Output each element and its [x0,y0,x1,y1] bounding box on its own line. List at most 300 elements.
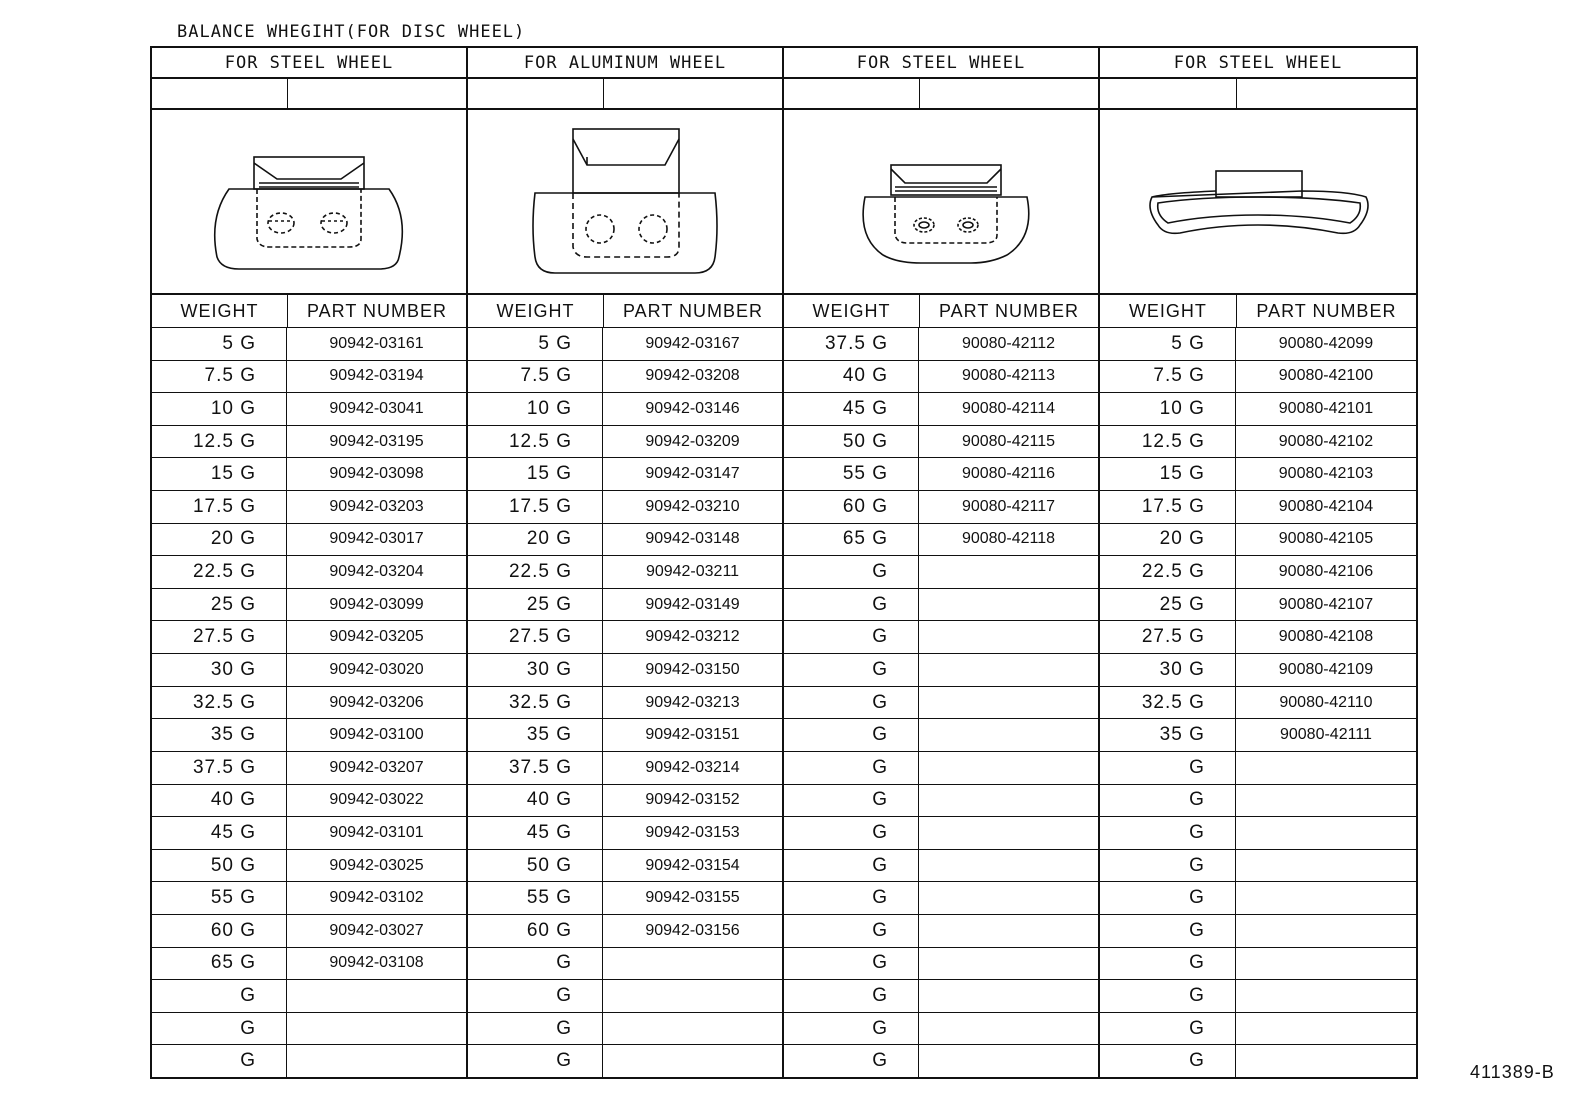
weight-cell: 17.5 G [1100,491,1236,523]
table-row [784,719,1098,752]
part-number-cell [919,915,1098,947]
weight-cell: 65 G [152,948,287,980]
part-number-cell [919,556,1098,588]
part-number-cell: 90942-03108 [329,954,424,972]
table-row [152,524,466,557]
part-number-cell [287,1013,466,1045]
part-number-cell: 90942-03206 [329,693,424,711]
weight-cell: 22.5 G [468,556,603,588]
part-number-cell: 90080-42106 [1278,563,1374,581]
part-number-cell [919,817,1098,849]
part-number-cell [919,589,1098,621]
weight-cell: 20 G [1100,524,1236,556]
document-title: BALANCE WHEGIHT(FOR DISC WHEEL) [177,22,526,42]
table-row [152,850,466,883]
table-row [152,915,466,948]
curved-weight-steel-icon [1138,117,1378,287]
weight-cell: 60 G [784,491,919,523]
weight-cell: 22.5 G [1100,556,1236,588]
weight-cell: 20 G [468,524,603,556]
table-row [784,687,1098,720]
table-row [152,948,466,981]
weight-cell: 60 G [468,915,603,947]
part-number-cell [603,948,782,980]
table-row [784,361,1098,394]
table-row [1100,850,1416,883]
part-number-cell: 90080-42099 [1278,334,1374,352]
part-number-cell [1236,785,1416,817]
section-steel-wheel-2 [784,48,1100,1077]
table-row [1100,556,1416,589]
weight-cell: G [1100,752,1236,784]
table-row [784,524,1098,557]
weight-cell: 7.5 G [1100,361,1236,393]
table-row [468,458,782,491]
part-number-cell: 90942-03203 [329,497,424,515]
part-number-cell: 90942-03098 [329,465,424,483]
part-number-cell: 90080-42103 [1278,465,1374,483]
section-title: FOR STEEL WHEEL [784,48,1098,79]
weight-cell: 12.5 G [468,426,603,458]
part-number-cell [1236,1013,1416,1045]
weight-cell: G [1100,817,1236,849]
part-number-cell: 90942-03151 [645,726,740,744]
part-number-cell: 90942-03017 [329,530,424,548]
table-row [468,328,782,361]
weight-cell: 7.5 G [152,361,287,393]
weight-cell: G [784,948,919,980]
weight-cell: G [152,1013,287,1045]
table-row [1100,882,1416,915]
weight-cell: G [784,752,919,784]
table-row [152,458,466,491]
table-row [784,752,1098,785]
weight-cell: G [784,1013,919,1045]
rows [1100,328,1416,1077]
weight-cell: G [784,556,919,588]
weight-cell: 40 G [152,785,287,817]
table-row [152,361,466,394]
table-row [784,1045,1098,1077]
part-number-cell: 90942-03102 [329,889,424,907]
weight-cell: 22.5 G [152,556,287,588]
part-number-cell [919,882,1098,914]
column-headers [1100,295,1416,328]
part-number-cell [1236,1045,1416,1077]
part-number-cell: 90942-03211 [645,563,740,581]
weight-cell: 15 G [152,458,287,490]
table-row [468,524,782,557]
weight-cell: 17.5 G [468,491,603,523]
table-row [1100,393,1416,426]
weight-header: WEIGHT [152,295,288,327]
table-row [152,589,466,622]
weight-cell: 25 G [468,589,603,621]
weight-cell: G [1100,850,1236,882]
part-number-cell: 90080-42110 [1279,693,1373,711]
part-number-cell [919,752,1098,784]
part-number-header: PART NUMBER [622,300,764,321]
weight-cell: 37.5 G [152,752,287,784]
table-row [1100,361,1416,394]
part-number-cell: 90942-03155 [645,889,740,907]
weight-cell: G [1100,1013,1236,1045]
part-number-cell: 90942-03101 [329,823,424,841]
weight-cell: 35 G [152,719,287,751]
part-number-cell [919,785,1098,817]
rows [152,328,466,1077]
table-row [784,850,1098,883]
weight-cell: 37.5 G [468,752,603,784]
part-number-cell: 90080-42109 [1278,660,1374,678]
table-row [468,817,782,850]
weight-header: WEIGHT [784,295,920,327]
clip-weight-steel-rounded-icon [821,117,1061,287]
table-row [784,980,1098,1013]
weight-cell: G [1100,882,1236,914]
table-row [468,752,782,785]
table-row [1100,426,1416,459]
weight-cell: G [468,1013,603,1045]
part-number-cell [1236,850,1416,882]
table-row [468,850,782,883]
part-number-cell: 90080-42105 [1278,530,1374,548]
table-row [1100,589,1416,622]
weight-cell: 7.5 G [468,361,603,393]
weight-cell: 55 G [468,882,603,914]
weight-cell: 10 G [152,393,287,425]
weight-cell: G [1100,948,1236,980]
weight-cell: 27.5 G [152,621,287,653]
weight-cell: 45 G [468,817,603,849]
weight-illustration [784,110,1098,295]
weight-cell: 5 G [1100,328,1236,360]
table-row [468,1013,782,1046]
part-number-cell: 90942-03161 [329,334,424,352]
table-row [468,621,782,654]
part-number-cell: 90942-03041 [329,400,424,418]
weight-cell: 15 G [468,458,603,490]
part-number-cell: 90942-03152 [645,791,740,809]
part-number-cell: 90080-42104 [1278,497,1374,515]
table-row [784,654,1098,687]
table-row [468,654,782,687]
weight-cell: 12.5 G [152,426,287,458]
table-row [152,328,466,361]
table-row [152,621,466,654]
section-aluminum-wheel [468,48,784,1077]
part-number-cell [1236,948,1416,980]
weight-cell: G [468,1045,603,1077]
table-row [152,556,466,589]
table-row [468,719,782,752]
weight-cell: 32.5 G [152,687,287,719]
table-row [1100,1045,1416,1077]
part-number-cell [1236,817,1416,849]
column-headers [784,295,1098,328]
part-number-cell: 90942-03195 [329,432,424,450]
table-row [468,393,782,426]
table-row [784,556,1098,589]
weight-illustration [468,110,782,295]
weight-cell: 25 G [152,589,287,621]
table-row [784,817,1098,850]
weight-illustration [1100,110,1416,295]
weight-cell: G [784,915,919,947]
column-headers [152,295,466,328]
table-row [1100,458,1416,491]
table-row [468,948,782,981]
part-number-cell [919,1013,1098,1045]
table-row [152,687,466,720]
weight-cell: 10 G [1100,393,1236,425]
part-number-cell [919,719,1098,751]
table-row [1100,491,1416,524]
table-row [784,491,1098,524]
part-number-cell [603,1045,782,1077]
part-number-cell: 90942-03154 [645,856,740,874]
part-number-cell: 90942-03167 [645,334,740,352]
weight-cell: 55 G [784,458,919,490]
weight-cell: 10 G [468,393,603,425]
table-row [468,1045,782,1077]
weight-cell: G [784,621,919,653]
column-headers [468,295,782,328]
section-steel-wheel-3 [1100,48,1416,1077]
weight-cell: 30 G [152,654,287,686]
part-number-cell: 90080-42100 [1278,367,1374,385]
part-number-header: PART NUMBER [938,300,1080,321]
part-number-cell: 90942-03148 [645,530,740,548]
part-number-cell: 90080-42108 [1278,628,1374,646]
table-row [152,752,466,785]
table-row [784,785,1098,818]
weight-cell: 32.5 G [1100,687,1236,719]
part-number-cell [287,980,466,1012]
table-row [152,882,466,915]
part-number-cell: 90942-03100 [329,726,424,744]
weight-cell: 45 G [784,393,919,425]
weight-cell: 50 G [468,850,603,882]
weight-cell: 60 G [152,915,287,947]
weight-cell: 27.5 G [468,621,603,653]
section-title: FOR STEEL WHEEL [1100,48,1416,79]
part-number-cell: 90942-03205 [329,628,424,646]
part-number-cell: 90942-03209 [645,432,740,450]
table-row [784,328,1098,361]
table-row [152,817,466,850]
table-row [1100,719,1416,752]
part-number-cell: 90080-42101 [1278,400,1374,418]
table-row [468,426,782,459]
weight-cell: G [1100,980,1236,1012]
weight-cell: G [1100,785,1236,817]
table-row [468,687,782,720]
table-row [152,785,466,818]
section-title: FOR ALUMINUM WHEEL [468,48,782,79]
blank-header-row [152,79,466,110]
weight-cell: 30 G [468,654,603,686]
part-number-cell: 90080-42116 [961,465,1056,483]
table-row [1100,817,1416,850]
section-title: FOR STEEL WHEEL [152,48,466,79]
weight-cell: G [784,785,919,817]
part-number-cell: 90942-03147 [645,465,740,483]
part-number-cell: 90942-03025 [329,856,424,874]
table-row [468,556,782,589]
weight-cell: G [1100,1045,1236,1077]
part-number-cell: 90942-03020 [329,660,424,678]
table-row [784,1013,1098,1046]
weight-cell: G [784,980,919,1012]
rows [468,328,782,1077]
part-number-cell: 90942-03156 [645,921,740,939]
part-number-cell [919,850,1098,882]
part-number-cell [603,980,782,1012]
weight-cell: G [468,948,603,980]
part-number-cell: 90942-03213 [645,693,740,711]
weight-cell: G [784,850,919,882]
part-number-cell: 90942-03204 [329,563,424,581]
part-number-cell: 90080-42118 [961,530,1056,548]
table-row [152,719,466,752]
part-number-header: PART NUMBER [306,300,448,321]
weight-cell: 5 G [152,328,287,360]
part-number-cell: 90942-03099 [329,595,424,613]
part-number-cell [287,1045,466,1077]
weight-cell: 35 G [1100,719,1236,751]
clip-weight-aluminum-icon [505,117,745,287]
weight-cell: G [784,654,919,686]
part-number-cell: 90942-03212 [645,628,740,646]
part-number-cell: 90080-42114 [961,400,1056,418]
blank-header-row [1100,79,1416,110]
weight-table [150,46,1418,1079]
weight-cell: G [784,882,919,914]
blank-header-row [784,79,1098,110]
weight-cell: 30 G [1100,654,1236,686]
table-row [1100,654,1416,687]
part-number-cell: 90942-03194 [329,367,424,385]
weight-cell: 12.5 G [1100,426,1236,458]
part-number-cell [919,948,1098,980]
table-row [784,589,1098,622]
weight-header: WEIGHT [468,295,604,327]
weight-cell: 5 G [468,328,603,360]
part-number-cell: 90942-03207 [329,758,424,776]
weight-cell: 40 G [468,785,603,817]
table-row [468,589,782,622]
table-row [784,948,1098,981]
weight-cell: 45 G [152,817,287,849]
part-number-cell: 90942-03146 [645,400,740,418]
part-number-cell [1236,915,1416,947]
weight-cell: G [1100,915,1236,947]
table-row [1100,687,1416,720]
table-row [468,361,782,394]
part-number-cell: 90080-42115 [961,432,1056,450]
part-number-cell: 90942-03210 [645,497,740,515]
weight-cell: 50 G [152,850,287,882]
table-row [1100,915,1416,948]
table-row [784,621,1098,654]
part-number-cell: 90080-42113 [961,367,1056,385]
table-row [1100,1013,1416,1046]
table-row [784,458,1098,491]
weight-cell: 40 G [784,361,919,393]
weight-cell: G [784,1045,919,1077]
part-number-cell: 90942-03153 [645,823,740,841]
part-number-cell: 90942-03150 [645,660,740,678]
table-row [784,393,1098,426]
table-row [152,393,466,426]
table-row [784,882,1098,915]
part-number-cell: 90942-03208 [645,367,740,385]
table-row [152,654,466,687]
table-row [1100,980,1416,1013]
part-number-cell [919,1045,1098,1077]
weight-illustration [152,110,466,295]
weight-cell: 15 G [1100,458,1236,490]
weight-cell: 20 G [152,524,287,556]
weight-cell: G [784,719,919,751]
part-number-cell [603,1013,782,1045]
part-number-cell [919,654,1098,686]
weight-cell: 65 G [784,524,919,556]
table-row [1100,328,1416,361]
weight-cell: G [784,687,919,719]
part-number-cell [919,621,1098,653]
weight-cell: G [152,1045,287,1077]
table-row [784,426,1098,459]
table-row [1100,948,1416,981]
table-row [468,980,782,1013]
table-row [784,915,1098,948]
weight-cell: 37.5 G [784,328,919,360]
part-number-cell [1236,980,1416,1012]
part-number-cell: 90942-03214 [645,758,740,776]
table-row [468,785,782,818]
weight-cell: 55 G [152,882,287,914]
weight-cell: 35 G [468,719,603,751]
part-number-cell: 90080-42107 [1278,595,1374,613]
part-number-header: PART NUMBER [1256,300,1397,321]
weight-header: WEIGHT [1100,295,1237,327]
clip-weight-steel-icon [189,117,429,287]
table-row [468,882,782,915]
weight-cell: 32.5 G [468,687,603,719]
table-row [1100,524,1416,557]
weight-cell: G [784,589,919,621]
part-number-cell: 90942-03022 [329,791,424,809]
table-row [152,426,466,459]
part-number-cell: 90080-42117 [961,497,1056,515]
weight-cell: G [468,980,603,1012]
part-number-cell: 90942-03149 [645,595,740,613]
part-number-cell: 90942-03027 [329,921,424,939]
rows [784,328,1098,1077]
table-row [1100,621,1416,654]
document-id: 411389-B [1470,1062,1555,1082]
weight-cell: G [784,817,919,849]
weight-cell: 17.5 G [152,491,287,523]
table-row [152,491,466,524]
part-number-cell: 90080-42111 [1279,726,1372,744]
table-row [468,491,782,524]
table-row [152,1045,466,1077]
table-row [152,1013,466,1046]
weight-cell: 25 G [1100,589,1236,621]
